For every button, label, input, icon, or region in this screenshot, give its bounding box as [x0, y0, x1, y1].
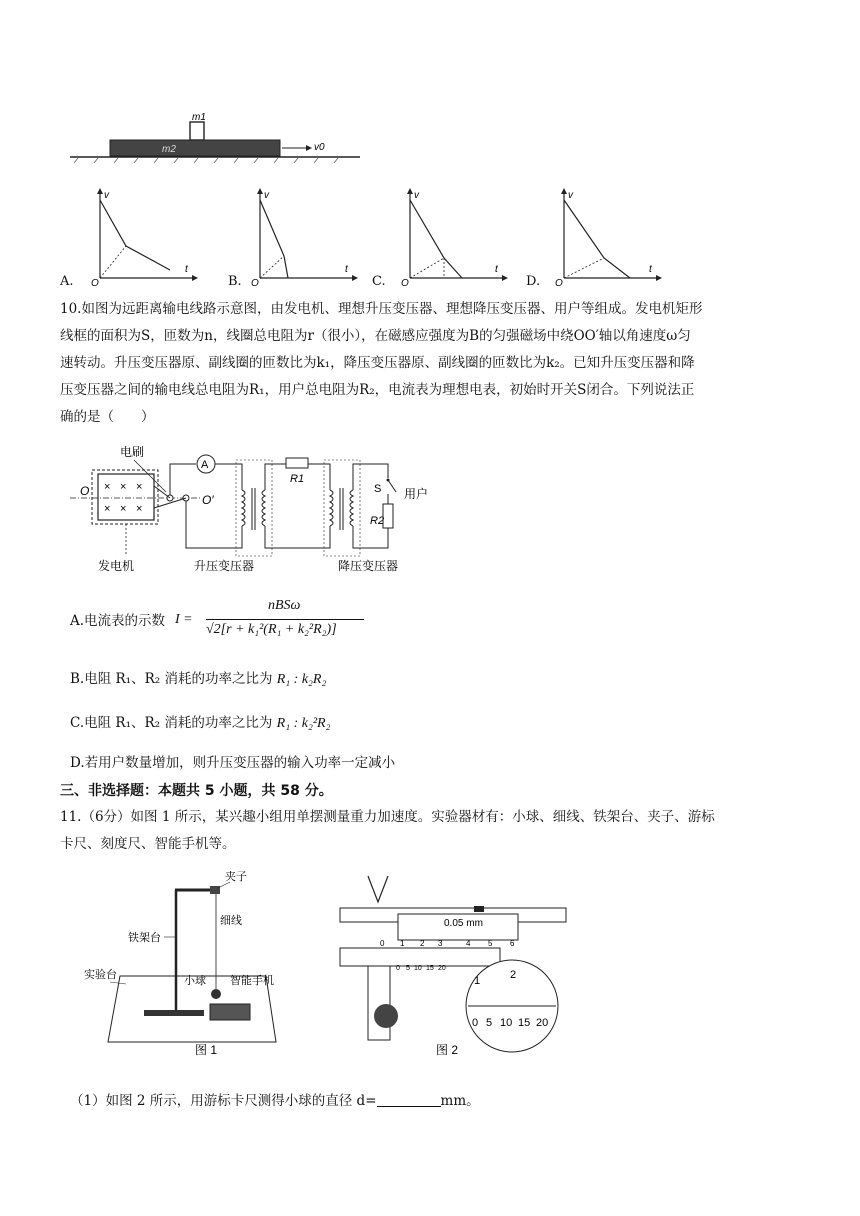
- svg-text:2: 2: [420, 939, 425, 948]
- step-up-label: 升压变压器: [194, 559, 255, 573]
- svg-text:O: O: [555, 278, 563, 288]
- svg-text:5: 5: [486, 1017, 493, 1029]
- option-c-label: C.: [372, 274, 386, 289]
- axis-O: O: [80, 484, 90, 498]
- svg-text:小球: 小球: [184, 975, 206, 987]
- figure-1-caption: 图 1: [195, 1043, 218, 1056]
- svg-text:R2: R2: [370, 515, 385, 527]
- svg-text:×: ×: [104, 481, 111, 493]
- svg-text:10: 10: [414, 965, 422, 972]
- svg-text:夹子: 夹子: [225, 871, 247, 883]
- board-m2: [110, 140, 280, 156]
- option-d[interactable]: [526, 188, 696, 292]
- q10-line-3: 速转动。升压变压器原、副线圈的匝数比为k₁，降压变压器原、副线圈的匝数比为k₂。已知升压变压器和降: [60, 355, 695, 371]
- svg-text:t: t: [649, 264, 652, 275]
- svg-text:S: S: [374, 483, 382, 495]
- svg-text:×: ×: [120, 503, 127, 515]
- svg-text:t: t: [495, 264, 498, 275]
- q11-part-1: [70, 1088, 480, 1115]
- q11-part-1-unit: mm。: [440, 1093, 480, 1109]
- graph-d: [554, 188, 664, 288]
- svg-text:O: O: [401, 278, 409, 288]
- option-10c-ratio: R₁ : k₂²R₂: [276, 716, 331, 731]
- svg-text:v: v: [264, 190, 269, 201]
- svg-text:0: 0: [380, 939, 385, 948]
- caliper-ball: [374, 1004, 398, 1028]
- svg-text:铁架台: 铁架台: [128, 932, 161, 944]
- switch-s: [388, 480, 396, 492]
- question-10: [60, 296, 800, 431]
- graph-c: [400, 188, 510, 288]
- block-label: m1: [192, 112, 206, 123]
- graph-a: [90, 188, 200, 288]
- figure-2-caption: 图 2: [436, 1043, 459, 1056]
- question-11: [60, 804, 800, 858]
- option-10c[interactable]: [70, 710, 330, 737]
- q10-line-1: 10.如图为远距离输电线路示意图，由发电机、理想升压变压器、理想降压变压器、用户等组成。发电机矩形: [60, 301, 703, 317]
- option-a-label: A.: [60, 274, 74, 289]
- svg-text:5: 5: [488, 939, 493, 948]
- svg-text:20: 20: [438, 965, 446, 972]
- step-down-label: 降压变压器: [338, 559, 399, 573]
- pendulum-ball: [211, 989, 221, 999]
- graph-options: [60, 188, 800, 292]
- figure-2-caliper: [334, 866, 574, 1056]
- svg-text:15: 15: [426, 965, 434, 972]
- svg-text:v: v: [104, 190, 109, 201]
- svg-text:×: ×: [104, 503, 111, 515]
- svg-text:3: 3: [438, 939, 443, 948]
- option-10d[interactable]: D.若用户数量增加，则升压变压器的输入功率一定减小: [70, 755, 396, 771]
- svg-text:15: 15: [518, 1017, 531, 1029]
- option-c[interactable]: [372, 188, 542, 292]
- option-10a-numerator: nBSω: [268, 598, 301, 613]
- svg-text:5: 5: [406, 965, 410, 972]
- clip: [210, 886, 220, 894]
- option-10b-text: B.电阻 R₁、R₂ 消耗的功率之比为: [70, 671, 273, 687]
- option-10a-denominator: √2[r + k₁²(R₁ + k₂²R₂)]: [206, 622, 337, 637]
- svg-text:t: t: [345, 264, 348, 275]
- option-10c-text: C.电阻 R₁、R₂ 消耗的功率之比为: [70, 715, 273, 731]
- velocity-arrow-head: [306, 145, 312, 151]
- section-3-heading: 三、非选择题：本题共 5 小题，共 58 分。: [60, 783, 333, 799]
- svg-text:1: 1: [400, 939, 405, 948]
- svg-text:6: 6: [510, 939, 515, 948]
- block-m1: [190, 122, 204, 140]
- option-d-label: D.: [526, 274, 541, 289]
- svg-text:20: 20: [536, 1017, 549, 1029]
- option-10a-lhs: I =: [175, 612, 193, 627]
- resistor-r2: [383, 504, 393, 528]
- transmission-circuit: [70, 440, 430, 580]
- q10-line-4: 压变压器之间的输电线总电阻为R₁，用户总电阻为R₂，电流表为理想电表，初始时开关S闭合。下列说法正: [60, 382, 695, 398]
- svg-text:×: ×: [136, 503, 143, 515]
- option-b-label: B.: [228, 274, 242, 289]
- svg-text:R1: R1: [290, 473, 305, 485]
- svg-text:×: ×: [136, 481, 143, 493]
- svg-text:O: O: [251, 278, 259, 288]
- q10-line-2: 线框的面积为S，匝数为n，线圈总电阻为r（很小），在磁感应强度为B的匀强磁场中绕OO′轴以角速度ω匀: [60, 328, 691, 344]
- axis-O-prime: O′: [202, 493, 214, 507]
- velocity-label: v0: [314, 142, 325, 153]
- svg-text:v: v: [568, 190, 573, 201]
- generator-frame: [92, 470, 158, 524]
- diameter-answer-blank[interactable]: [377, 1092, 441, 1107]
- svg-text:0.05 mm: 0.05 mm: [444, 918, 483, 929]
- q10-line-5: 确的是（ ）: [60, 409, 155, 425]
- q11-line-2: 卡尺、刻度尺、智能手机等。: [60, 836, 236, 852]
- option-a[interactable]: [60, 188, 230, 292]
- svg-text:v: v: [414, 190, 419, 201]
- svg-text:4: 4: [466, 939, 471, 948]
- svg-text:A: A: [201, 459, 209, 471]
- block-board-figure: [70, 100, 360, 170]
- option-10b-ratio: R₁ : k₂R₂: [276, 672, 327, 687]
- ground-hatch: [74, 158, 338, 163]
- option-10a-text: A.电流表的示数: [70, 613, 166, 629]
- board-label: m2: [162, 144, 176, 155]
- brush-label: 电刷: [120, 445, 145, 459]
- user-label: 用户: [404, 487, 429, 501]
- svg-text:1: 1: [474, 975, 481, 987]
- svg-text:t: t: [185, 264, 188, 275]
- q11-part-1-text: （1）如图 2 所示，用游标卡尺测得小球的直径 d=: [70, 1093, 377, 1109]
- svg-text:细线: 细线: [220, 915, 242, 927]
- svg-text:0: 0: [396, 965, 400, 972]
- svg-text:O: O: [91, 278, 99, 288]
- smartphone: [210, 1004, 250, 1020]
- q11-line-1: 11.（6分）如图 1 所示，某兴趣小组用单摆测量重力加速度。实验器材有：小球、细线、铁架台、夹子、游标: [60, 809, 715, 825]
- option-10b[interactable]: [70, 666, 326, 693]
- resistor-r1: [286, 458, 308, 468]
- fraction-bar: [206, 619, 364, 620]
- svg-text:0: 0: [472, 1017, 479, 1029]
- svg-text:10: 10: [500, 1017, 513, 1029]
- svg-text:2: 2: [510, 969, 517, 981]
- figure-1-pendulum: [80, 866, 300, 1056]
- svg-text:实验台: 实验台: [84, 969, 117, 981]
- svg-text:×: ×: [120, 481, 127, 493]
- graph-b: [250, 188, 360, 288]
- svg-text:智能手机: 智能手机: [230, 975, 274, 987]
- generator-label: 发电机: [98, 559, 135, 573]
- option-10a[interactable]: [60, 598, 800, 652]
